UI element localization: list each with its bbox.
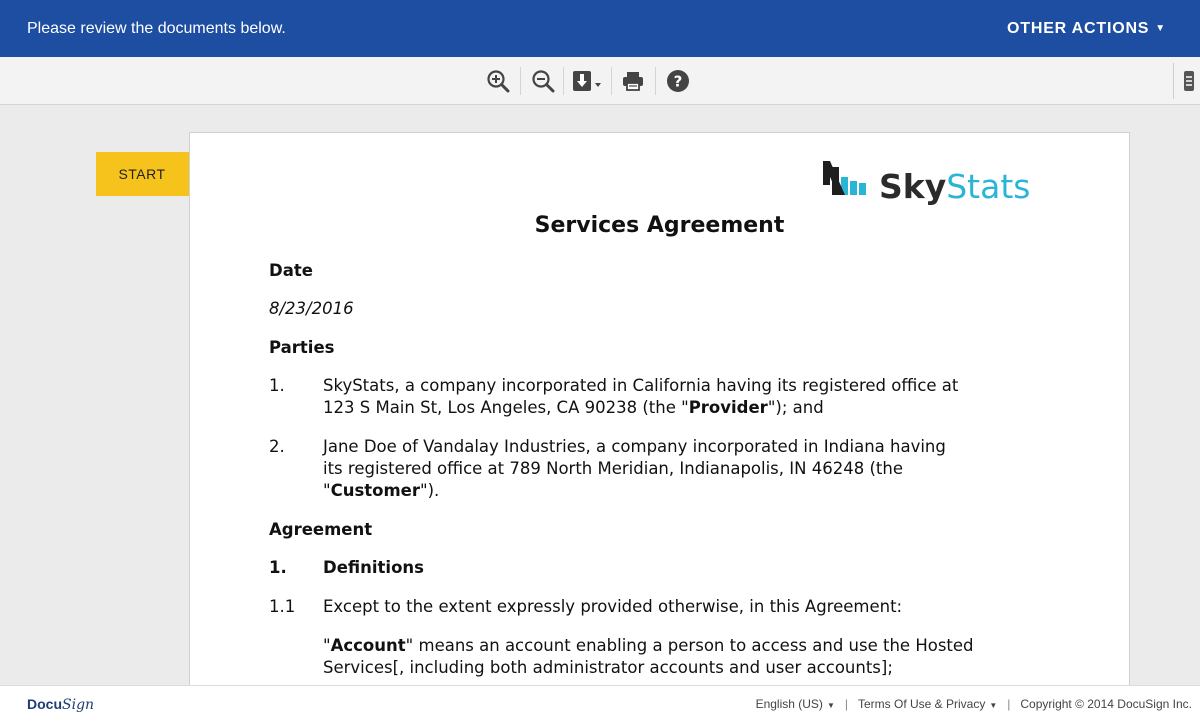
section1-title: Definitions <box>323 558 424 577</box>
document-page <box>189 132 1130 685</box>
party1-line2-post: "); and <box>767 398 824 417</box>
caret-down-icon: ▼ <box>989 701 998 710</box>
docusign-logo <box>27 696 94 713</box>
top-bar <box>0 0 1200 57</box>
toolbar-divider <box>611 67 612 95</box>
parties-heading: Parties <box>269 338 335 357</box>
section1-number: 1. <box>269 558 287 577</box>
zoom-in-icon <box>486 69 510 93</box>
caret-down-icon: ▼ <box>826 701 835 710</box>
party2-line3 <box>323 480 439 503</box>
print-button[interactable] <box>619 67 647 95</box>
party1-line2 <box>323 397 824 420</box>
print-icon <box>621 69 645 93</box>
account-post: " means an account enabling a person to access and use the Hosted <box>405 636 974 655</box>
footer-links <box>756 697 1192 711</box>
clause-1-1-text: Except to the extent expressly provided otherwise, in this Agreement: <box>323 597 903 616</box>
help-icon <box>666 69 690 93</box>
terms-link[interactable] <box>858 697 997 711</box>
zoom-out-button[interactable] <box>529 67 557 95</box>
other-actions-label: OTHER ACTIONS <box>1007 20 1150 37</box>
document-viewer[interactable] <box>0 105 1200 685</box>
bar-chart-logo-icon <box>823 157 883 209</box>
party2-line1: Jane Doe of Vandalay Industries, a company incorporated in Indiana having <box>323 437 946 456</box>
account-definition-line1 <box>323 635 974 658</box>
start-button[interactable] <box>96 152 190 196</box>
copyright-text: Copyright © 2014 DocuSign Inc. <box>1020 697 1192 711</box>
svg-text:?: ? <box>673 72 683 91</box>
logo-part2: Stats <box>946 167 1031 206</box>
party2-number: 2. <box>269 437 285 456</box>
document-title: Services Agreement <box>534 213 785 238</box>
language-label: English (US) <box>755 697 823 711</box>
skystats-logo <box>823 157 1053 209</box>
footer-divider: | <box>1007 697 1011 711</box>
download-icon <box>570 69 604 93</box>
provider-term: Provider <box>688 398 768 417</box>
thumbnails-toggle[interactable] <box>1173 63 1200 99</box>
logo-wordmark <box>879 167 1030 206</box>
brand-part1: Docu <box>27 696 62 712</box>
account-pre: " <box>323 636 331 655</box>
party1-line2-pre: 123 S Main St, Los Angeles, CA 90238 (the " <box>323 398 689 417</box>
account-definition-line2: Services[, including both administrator accounts and user accounts]; <box>323 658 893 677</box>
party2-line3-post: "). <box>420 481 440 500</box>
party2-line3-pre: " <box>323 481 331 500</box>
document-toolbar <box>0 57 1200 105</box>
page-thumbnails-icon <box>1180 70 1194 92</box>
date-heading: Date <box>269 261 313 280</box>
brand-part2: Sign <box>62 697 95 713</box>
toolbar-divider <box>520 67 521 95</box>
agreement-heading: Agreement <box>269 520 373 539</box>
party1-number: 1. <box>269 376 285 395</box>
account-term: Account <box>330 636 406 655</box>
download-button[interactable] <box>568 67 606 95</box>
zoom-in-button[interactable] <box>484 67 512 95</box>
toolbar-divider <box>655 67 656 95</box>
footer <box>0 685 1200 723</box>
logo-part1: Sky <box>879 167 947 206</box>
clause-1-1-number: 1.1 <box>269 597 296 616</box>
party1-line1: SkyStats, a company incorporated in California having its registered office at <box>323 376 959 395</box>
other-actions-menu[interactable] <box>1007 20 1166 38</box>
customer-term: Customer <box>330 481 421 500</box>
review-message: Please review the documents below. <box>27 20 286 37</box>
footer-divider: | <box>844 697 848 711</box>
toolbar-divider <box>563 67 564 95</box>
zoom-out-icon <box>531 69 555 93</box>
party2-line2: its registered office at 789 North Meridian, Indianapolis, IN 46248 (the <box>323 459 903 478</box>
terms-label: Terms Of Use & Privacy <box>857 697 986 711</box>
date-value: 8/23/2016 <box>269 299 354 318</box>
start-label: START <box>118 166 166 182</box>
help-button[interactable] <box>664 67 692 95</box>
caret-down-icon: ▼ <box>1155 23 1166 34</box>
language-selector[interactable] <box>756 697 835 711</box>
